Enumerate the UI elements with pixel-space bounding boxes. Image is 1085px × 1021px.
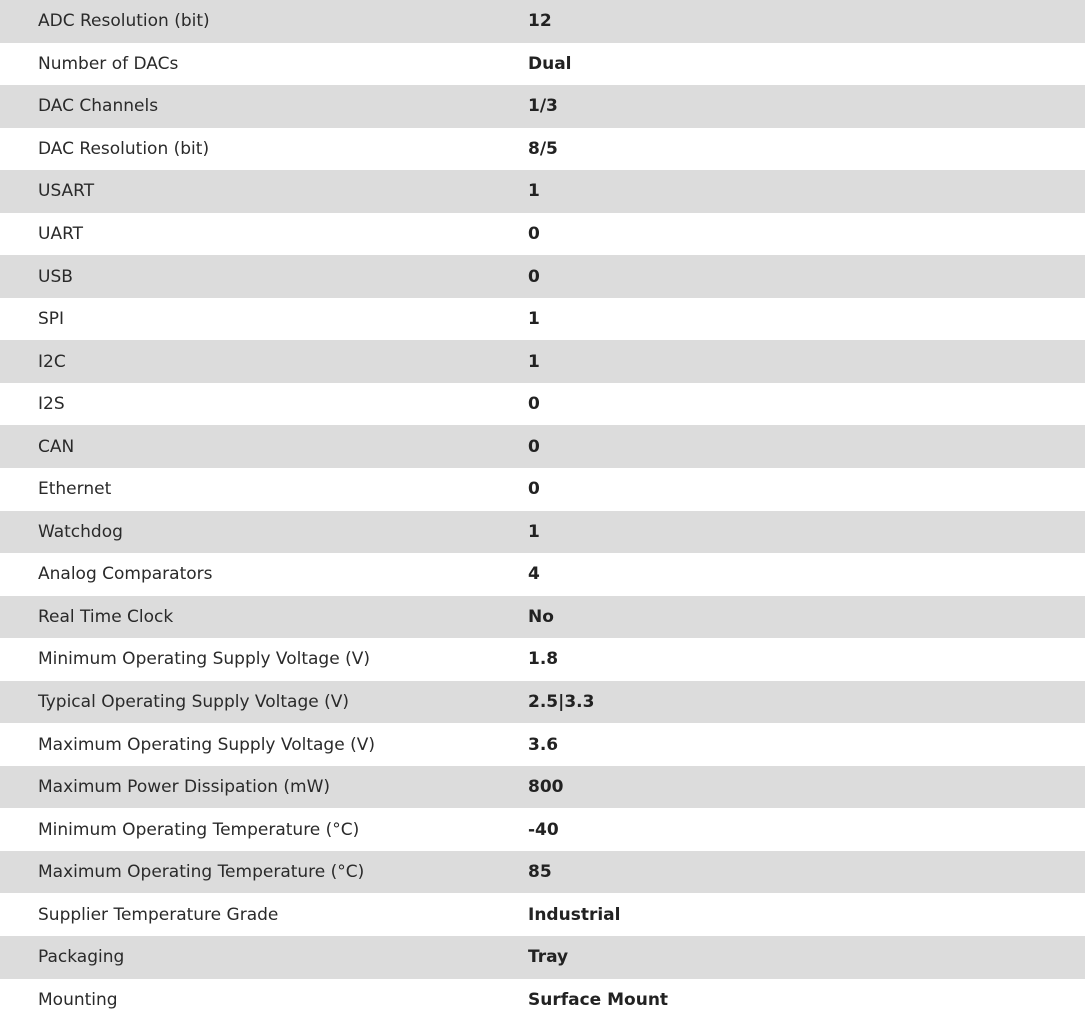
spec-row — [0, 511, 1085, 554]
spec-label: I2C — [38, 351, 66, 372]
spec-label: CAN — [38, 436, 75, 457]
spec-row — [0, 425, 1085, 468]
spec-value: 1 — [528, 351, 540, 372]
spec-row — [0, 43, 1085, 86]
spec-row — [0, 766, 1085, 809]
spec-label: Minimum Operating Supply Voltage (V) — [38, 649, 370, 670]
spec-row — [0, 298, 1085, 341]
spec-value: 3.6 — [528, 734, 559, 755]
spec-label: Maximum Power Dissipation (mW) — [38, 777, 331, 798]
spec-label: Maximum Operating Supply Voltage (V) — [38, 734, 375, 755]
spec-label: USB — [38, 266, 73, 287]
spec-row — [0, 681, 1085, 724]
spec-value: No — [528, 606, 554, 627]
spec-value: Tray — [528, 947, 569, 968]
spec-value: 8/5 — [528, 138, 558, 159]
spec-value: 800 — [528, 777, 564, 798]
spec-row — [0, 851, 1085, 894]
spec-row — [0, 128, 1085, 171]
spec-value: 1 — [528, 181, 540, 202]
spec-row — [0, 936, 1085, 979]
spec-row — [0, 596, 1085, 639]
spec-label: Ethernet — [38, 479, 112, 500]
spec-row — [0, 638, 1085, 681]
spec-value: -40 — [528, 819, 559, 840]
spec-label: Minimum Operating Temperature (°C) — [38, 819, 360, 840]
spec-value: 1/3 — [528, 96, 558, 117]
spec-value: 0 — [528, 266, 540, 287]
spec-label: USART — [38, 181, 95, 202]
spec-label: I2S — [38, 394, 65, 415]
spec-label: DAC Resolution (bit) — [38, 138, 210, 159]
spec-label: Watchdog — [38, 521, 123, 542]
spec-value: 0 — [528, 479, 540, 500]
spec-value: 2.5|3.3 — [528, 692, 595, 713]
spec-value: 0 — [528, 436, 540, 457]
spec-row — [0, 468, 1085, 511]
spec-row — [0, 723, 1085, 766]
spec-row — [0, 85, 1085, 128]
spec-row — [0, 808, 1085, 851]
spec-label: Maximum Operating Temperature (°C) — [38, 862, 365, 883]
spec-value: 0 — [528, 394, 540, 415]
spec-row — [0, 0, 1085, 43]
spec-label: SPI — [38, 309, 65, 330]
spec-value: 12 — [528, 11, 552, 32]
spec-label: Packaging — [38, 947, 125, 968]
spec-value: 1 — [528, 521, 540, 542]
spec-label: Mounting — [38, 989, 118, 1010]
spec-label: Analog Comparators — [38, 564, 213, 585]
spec-label: UART — [38, 224, 84, 244]
spec-label: ADC Resolution (bit) — [38, 11, 210, 32]
spec-value: 4 — [528, 564, 540, 585]
spec-row — [0, 340, 1085, 383]
spec-label: Typical Operating Supply Voltage (V) — [38, 692, 349, 713]
spec-value: 1 — [528, 309, 540, 330]
spec-label: Real Time Clock — [38, 606, 174, 627]
spec-row — [0, 893, 1085, 936]
spec-value: Industrial — [528, 904, 621, 925]
spec-value: Surface Mount — [528, 989, 669, 1010]
spec-row — [0, 553, 1085, 596]
spec-row — [0, 255, 1085, 298]
spec-label: Number of DACs — [38, 53, 179, 74]
spec-value: 85 — [528, 862, 552, 883]
spec-label: Supplier Temperature Grade — [38, 904, 279, 925]
spec-label: DAC Channels — [38, 96, 159, 117]
spec-value: 1.8 — [528, 649, 559, 670]
spec-row — [0, 383, 1085, 426]
spec-value: Dual — [528, 53, 572, 74]
spec-row — [0, 213, 1085, 256]
spec-value: 0 — [528, 224, 540, 244]
spec-row — [0, 170, 1085, 213]
